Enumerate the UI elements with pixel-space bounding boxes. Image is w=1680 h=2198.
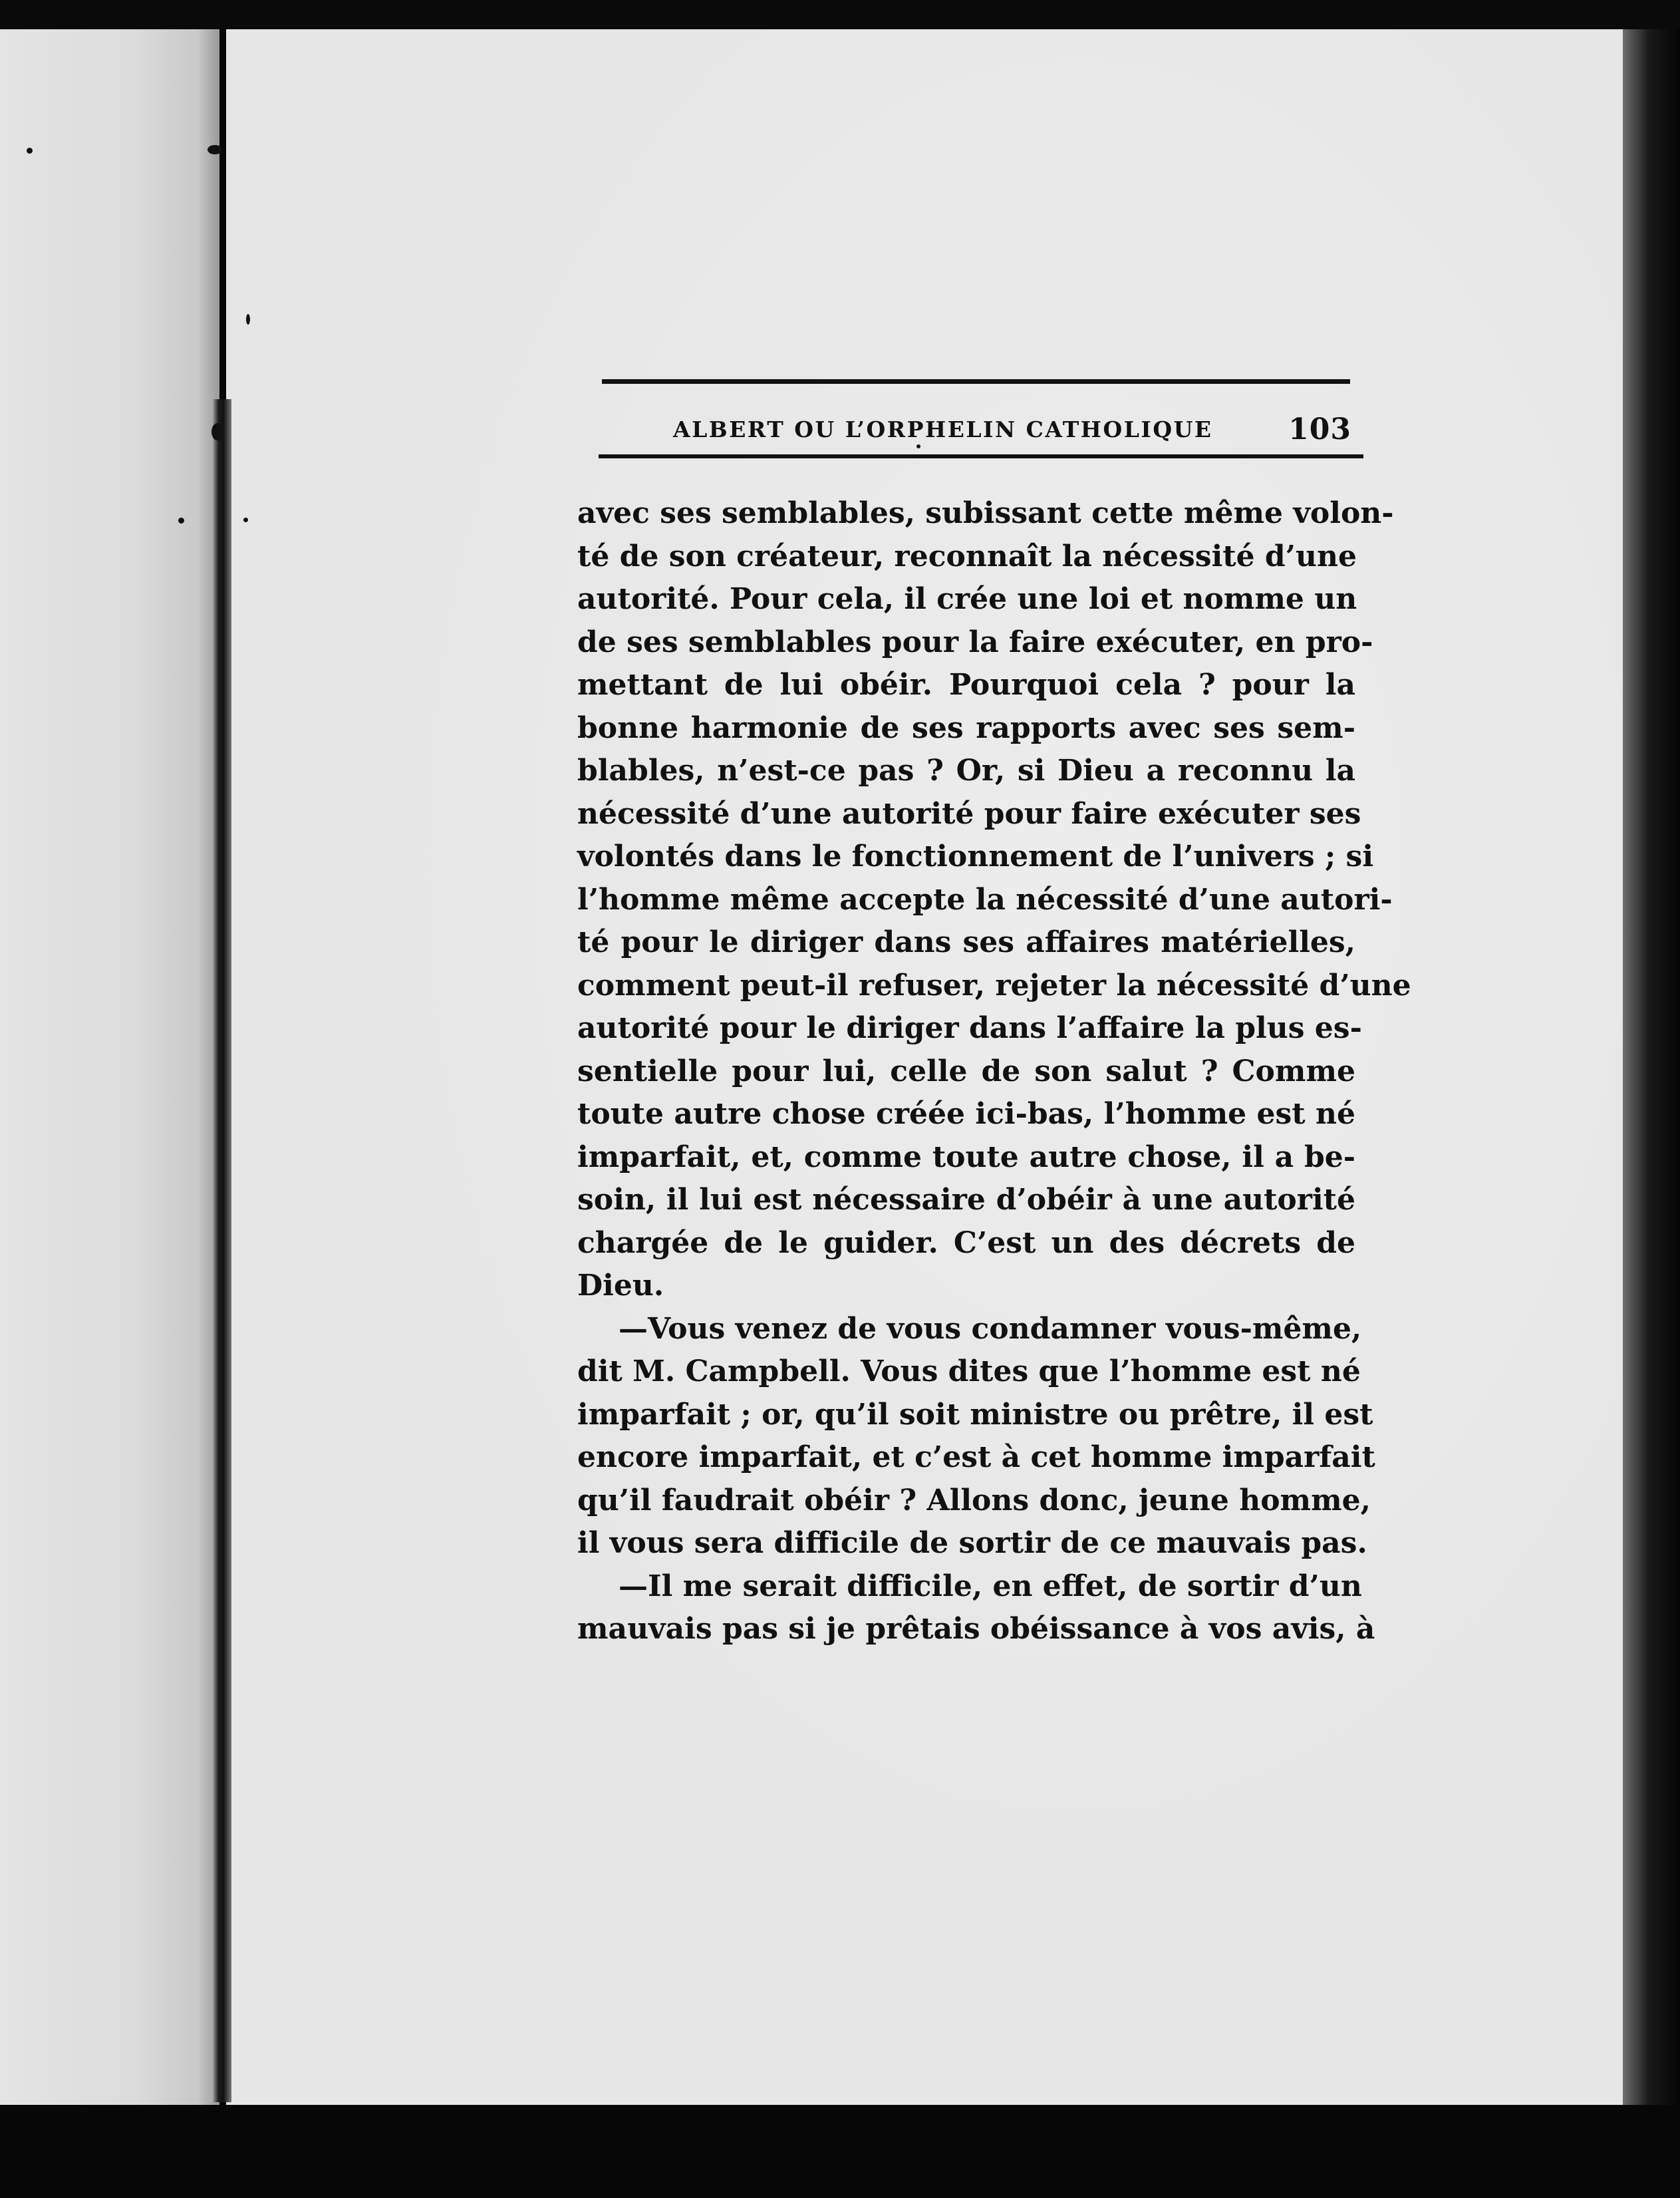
scan-bottom-border [0,2105,1680,2198]
text-line: chargée de le guider. C’est un des décrets de [577,1225,1355,1260]
text-line: Dieu. [577,1269,664,1303]
running-head [673,412,1351,454]
text-line: té de son créateur, reconnaît la nécessité d’une [577,539,1357,573]
text-line: autorité pour le diriger dans l’affaire la plus es- [577,1011,1362,1045]
text-line: mettant de lui obéir. Pourquoi cela ? pour la [577,668,1355,702]
text-line: encore imparfait, et c’est à cet homme imparfait [577,1440,1375,1474]
dirt-speck [178,518,184,524]
body-text [577,492,1411,1651]
text-line: nécessité d’une autorité pour faire exécuter ses [577,796,1361,831]
dirt-speck [211,423,223,440]
text-line: comment peut-il refuser, rejeter la nécessité d’une [577,968,1411,1003]
text-line: l’homme même accepte la nécessité d’une autori- [577,882,1393,917]
text-line: avec ses semblables, subissant cette même volon- [577,496,1394,530]
dirt-speck [243,518,248,522]
text-line: té pour le diriger dans ses affaires matérielles, [577,925,1355,959]
text-line: bonne harmonie de ses rapports avec ses sem- [577,710,1355,745]
text-line: autorité. Pour cela, il crée une loi et nomme un [577,582,1357,616]
text-line: il vous sera difficile de sortir de ce mauvais pas. [577,1526,1367,1560]
facing-page-edge [0,29,219,2105]
text-line: imparfait ; or, qu’il soit ministre ou prêtre, il est [577,1397,1373,1432]
running-head-title: ALBERT OU L’ORPHELIN CATHOLIQUE [673,416,1213,442]
dirt-speck [246,314,250,325]
text-line: volontés dans le fonctionnement de l’univers ; si [577,840,1374,873]
text-line: de ses semblables pour la faire exécuter, en pro- [577,625,1373,659]
page-number: 103 [1288,412,1351,446]
text-line: soin, il lui est nécessaire d’obéir à une autorité [577,1183,1355,1217]
text-line: qu’il faudrait obéir ? Allons donc, jeune homme, [577,1483,1371,1517]
scan-top-border [0,0,1680,29]
text-line: blables, n’est-ce pas ? Or, si Dieu a reconnu la [577,754,1355,788]
text-line: mauvais pas si je prêtais obéissance à vos avis, à [577,1612,1375,1646]
dirt-speck [27,148,33,154]
binding-gutter [211,399,231,2102]
text-line: sentielle pour lui, celle de son salut ? Comme [577,1054,1355,1088]
dirt-speck [208,145,222,154]
page-right-shadow [1623,29,1680,2198]
text-line: dit M. Campbell. Vous dites que l’homme est né [577,1354,1361,1388]
text-line: imparfait, et, comme toute autre chose, il a be- [577,1140,1355,1174]
running-head-top-rule [602,379,1350,384]
running-head-bottom-rule [599,454,1363,458]
text-line: toute autre chose créée ici-bas, l’homme est né [577,1097,1355,1131]
text-line: —Vous venez de vous condamner vous-même, [619,1311,1362,1346]
text-line: —Il me serait difficile, en effet, de sortir d’un [619,1569,1362,1603]
